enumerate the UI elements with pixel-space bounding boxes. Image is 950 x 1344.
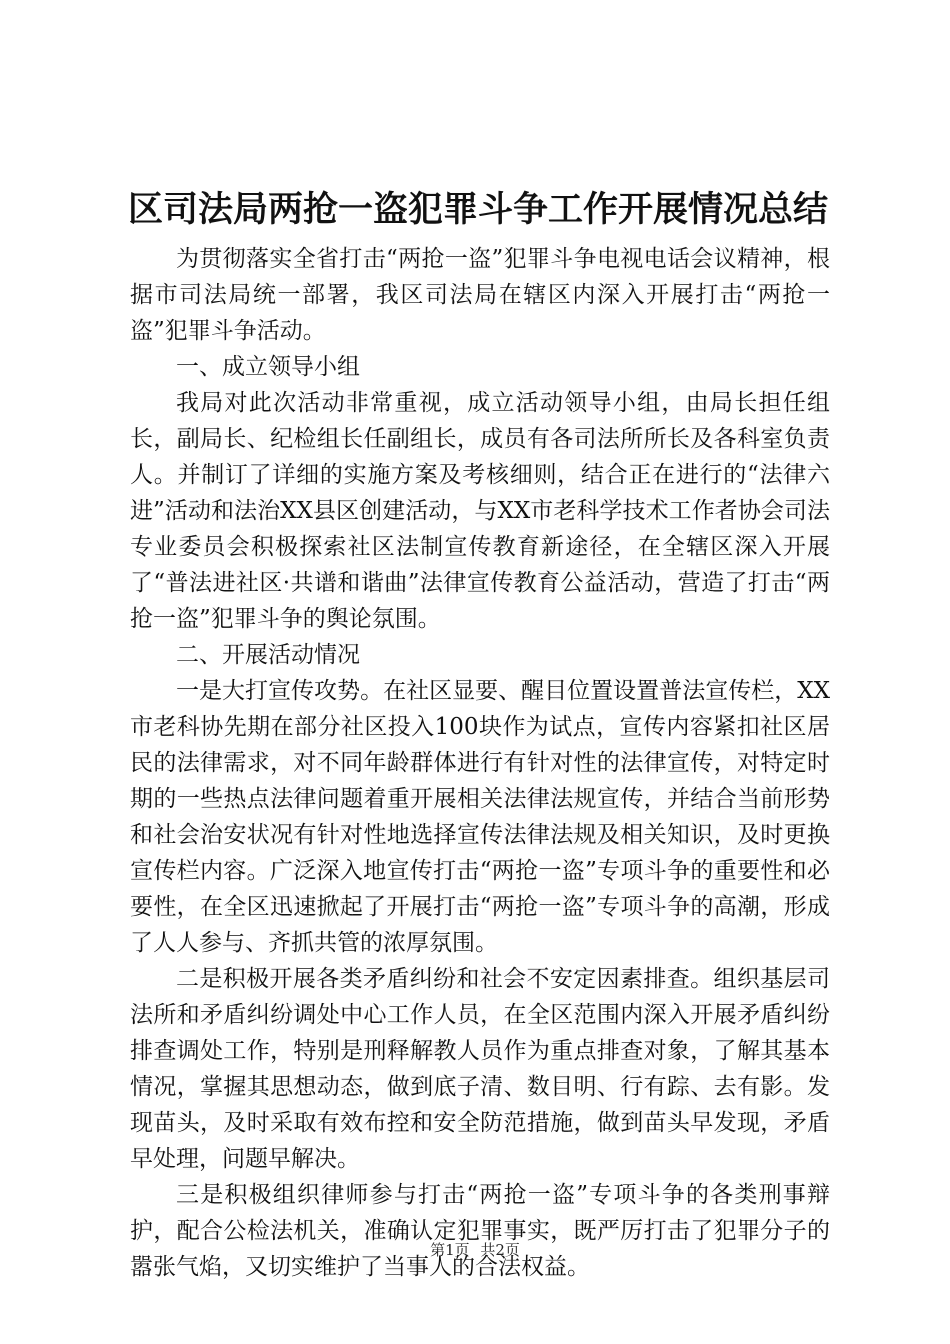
page-total: 共2页: [480, 1241, 520, 1259]
page-footer: [0, 1240, 950, 1260]
document-body: [130, 241, 830, 1285]
body-paragraph: 三是积极组织律师参与打击“两抢一盗”专项斗争的各类刑事辩护，配合公检法机关，准确认定犯罪事实，既严厉打击了犯罪分子的嚣张气焰，又切实维护了当事人的合法权益。: [130, 1182, 830, 1280]
body-paragraph: 我局对此次活动非常重视，成立活动领导小组，由局长担任组长，副局长、纪检组长任副组长，成员有各司法所所长及各科室负责人。并制订了详细的实施方案及考核细则，结合正在进行的“法律六进”活动和法治XX县区创建活动，与XX市老科学技术工作者协会司法专业委员会积极探索社区法制宣传教育新途径，在全辖区深入开展了“普法进社区·共谱和谐曲”法律宣传教育公益活动，营造了打击“两抢一盗”犯罪斗争的舆论氛围。: [130, 390, 830, 632]
page-number: 第1页: [430, 1241, 470, 1259]
document-title: 区司法局两抢一盗犯罪斗争工作开展情况总结: [127, 189, 828, 230]
body-paragraph: 一是大打宣传攻势。在社区显要、醒目位置设置普法宣传栏，XX市老科协先期在部分社区投入100块作为试点，宣传内容紧扣社区居民的法律需求，对不同年龄群体进行有针对性的法律宣传，对特定时期的一些热点法律问题着重开展相关法律法规宣传，并结合当前形势和社会治安状况有针对性地选择宣传法律法规及相关知识，及时更换宣传栏内容。广泛深入地宣传打击“两抢一盗”专项斗争的重要性和必要性，在全区迅速掀起了开展打击“两抢一盗”专项斗争的高潮，形成了人人参与、齐抓共管的浓厚氛围。: [130, 678, 830, 956]
intro-paragraph: 为贯彻落实全省打击“两抢一盗”犯罪斗争电视电话会议精神，根据市司法局统一部署，我区司法局在辖区内深入开展打击“两抢一盗”犯罪斗争活动。: [130, 246, 830, 344]
section-heading-1: 一、成立领导小组: [176, 354, 360, 380]
body-paragraph: 二是积极开展各类矛盾纠纷和社会不安定因素排查。组织基层司法所和矛盾纠纷调处中心工作人员，在全区范围内深入开展矛盾纠纷排查调处工作，特别是刑释解教人员作为重点排查对象，了解其基本情况，掌握其思想动态，做到底子清、数目明、行有踪、去有影。发现苗头，及时采取有效布控和安全防范措施，做到苗头早发现，矛盾早处理，问题早解决。: [130, 966, 830, 1172]
section-heading-2: 二、开展活动情况: [176, 642, 360, 668]
